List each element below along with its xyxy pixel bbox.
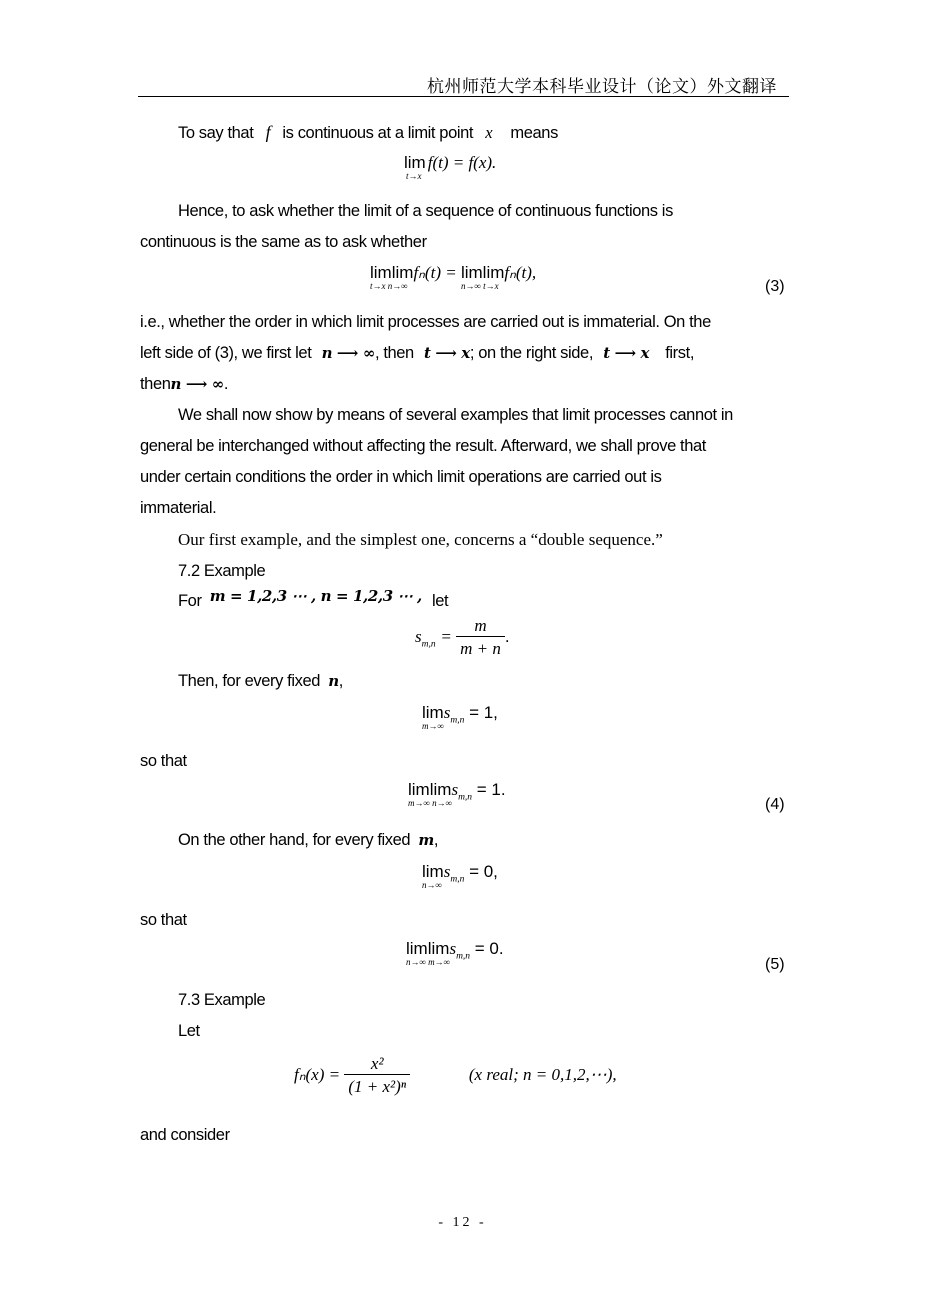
example-7-3-let: Let — [178, 1022, 200, 1040]
page-number: - 12 - — [438, 1215, 487, 1230]
equation-lim-n-equals-0: lim n→∞ $s_{m,n} = 0$, — [422, 862, 498, 890]
paragraph-continuity: To say that f is continuous at a limit point x means — [178, 122, 558, 142]
and-consider: and consider — [140, 1126, 230, 1144]
paragraph-examples-line1: We shall now show by means of several examples that limit processes cannot in — [178, 406, 733, 424]
so-that-2: so that — [140, 911, 187, 929]
header-title: 杭州师范大学本科毕业设计（论文）外文翻译 — [427, 77, 777, 97]
paragraph-order-line2: left side of (3), we first let n ⟶ ∞, then t ⟶ x; on the right side, t ⟶ x first, — [140, 344, 694, 362]
paragraph-first-example: Our first example, and the simplest one, concerns a “double sequence.” — [178, 530, 663, 549]
paragraph-examples-line2: general be interchanged without affecting the result. Afterward, we shall prove that — [140, 437, 706, 455]
paragraph-hence-line1: Hence, to ask whether the limit of a sequence of continuous functions is — [178, 202, 673, 220]
equation-4: limlim m→∞ n→∞ $s_{m,n} = 1$. — [408, 780, 506, 808]
paragraph-order-line1: i.e., whether the order in which limit processes are carried out is immaterial. On the — [140, 313, 711, 331]
so-that-1: so that — [140, 752, 187, 770]
heading-example-7-3: 7.3 Example — [178, 991, 266, 1009]
page-header — [138, 68, 789, 97]
paragraph-hence-line2: continuous is the same as to ask whether — [140, 233, 427, 251]
equation-number-3: (3) — [765, 278, 785, 295]
equation-3: limlim t→x n→∞ fₙ(t) = limlim n→∞ t→x fₙ(t), — [370, 263, 537, 291]
paragraph-examples-line3: under certain conditions the order in which limit operations are carried out is — [140, 468, 662, 486]
equation-number-4: (4) — [765, 796, 785, 813]
equation-number-5: (5) — [765, 956, 785, 973]
example-7-2-definition: For m = 1,2,3 ⋯ , n = 1,2,3 ⋯ , let — [178, 587, 449, 610]
equation-5: limlim n→∞ m→∞ $s_{m,n} = 0$. — [406, 939, 504, 967]
equation-continuity: lim t→x f(t) = f(x). — [404, 153, 497, 181]
then-fixed-n-line: Then, for every fixed n, — [178, 672, 343, 690]
paragraph-order-line3: thenn ⟶ ∞. — [140, 375, 229, 393]
equation-s-mn: $s_{m,n}$ = $\frac{m}{m + n}$ . — [415, 616, 510, 658]
equation-lim-m-equals-1: lim m→∞ $s_{m,n} = 1$, — [422, 703, 498, 731]
other-hand-line: On the other hand, for every fixed m, — [178, 831, 439, 849]
fraction-m-over-m-plus-n: $\frac{m}{m + n}$ — [456, 616, 505, 659]
heading-example-7-2: 7.2 Example — [178, 562, 266, 580]
fraction-fn: $\frac{\text{x²}}{\text{(1 + x²)ⁿ}}$ — [344, 1054, 410, 1097]
paragraph-examples-line4: immaterial. — [140, 499, 217, 517]
equation-fn-definition: fₙ(x) = $\frac{\text{x²}}{\text{(1 + x²)ⁿ}}$ (x real; n = 0,1,2,⋯), — [294, 1054, 617, 1096]
